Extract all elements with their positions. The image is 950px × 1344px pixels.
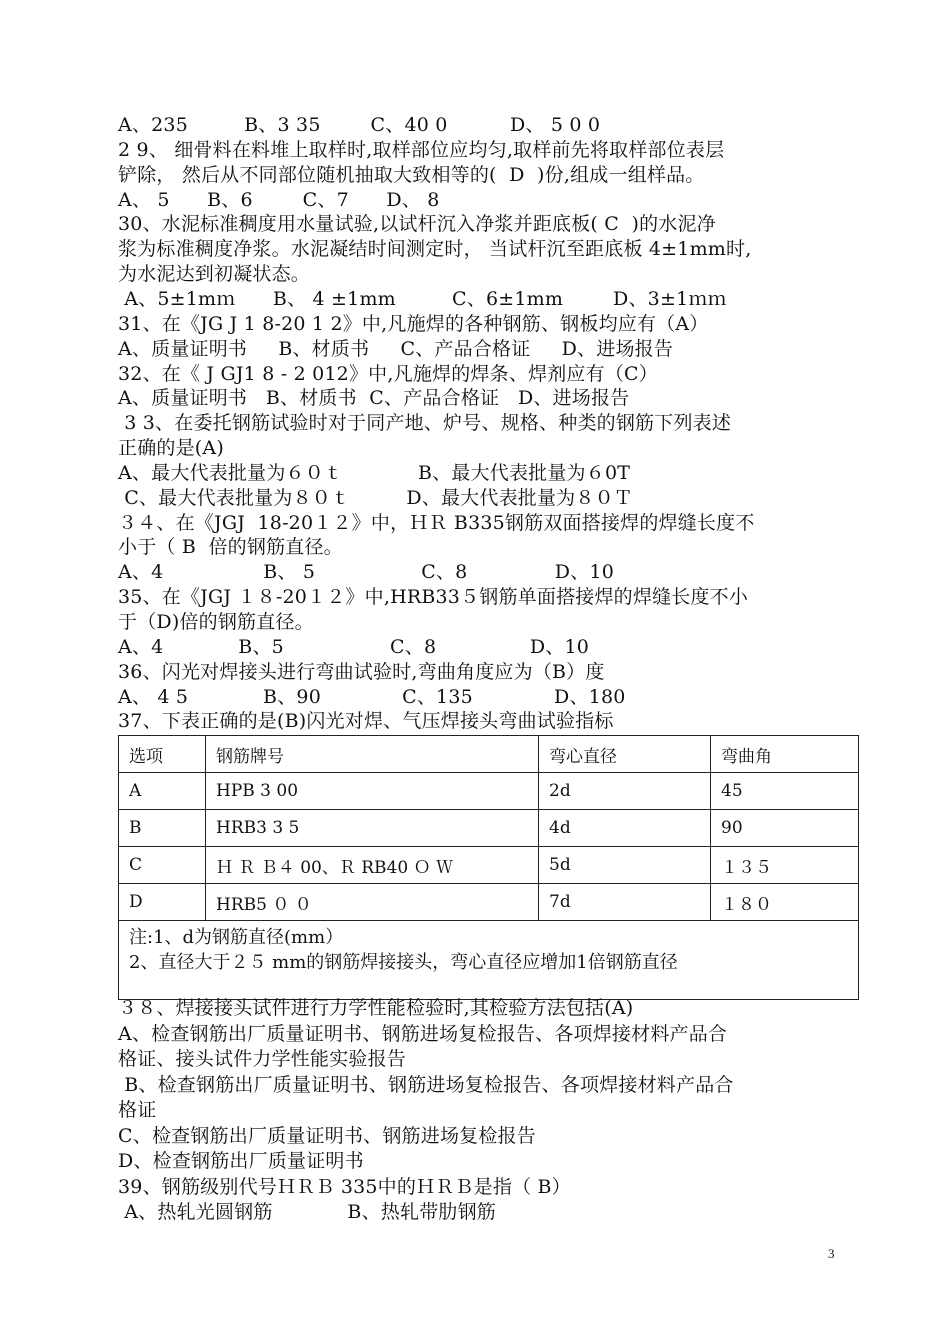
- bend-test-table: [118, 735, 859, 1000]
- text-line: ３８、焊接接头试件进行力学性能检验时,其检验方法包括(A): [118, 997, 634, 1019]
- text-line: A、235 B、3 35 C、40 0 D、 5 0 0: [118, 114, 601, 136]
- text-line: 37、下表正确的是(B)闪光对焊、气压焊接头弯曲试验指标: [118, 710, 614, 733]
- table-row: [119, 773, 859, 810]
- table-header-cell: 选项: [119, 736, 206, 773]
- table-header-row: [119, 736, 859, 773]
- text-line: 正确的是(A): [118, 437, 224, 460]
- table-note: [119, 921, 859, 1000]
- table-cell: A: [119, 773, 206, 810]
- table-cell: 90: [711, 810, 859, 847]
- text-line: C、检查钢筋出厂质量证明书、钢筋进场复检报告: [118, 1124, 536, 1147]
- text-line: A、质量证明书 B、材质书 C、产品合格证 D、进场报告: [118, 387, 630, 410]
- table-row: [119, 810, 859, 847]
- text-line: A、 5 B、6 C、7 D、 8: [118, 188, 440, 211]
- table-cell: D: [119, 884, 206, 921]
- table-cell: HRB5 ０ ０: [206, 884, 539, 921]
- text-line: C、最大代表批量为８０ｔ D、最大代表批量为８０Ｔ: [118, 486, 633, 509]
- text-line: A、热轧光圆钢筋 B、热轧带肋钢筋: [118, 1201, 496, 1223]
- table-cell: C: [119, 847, 206, 884]
- table-cell: 4d: [539, 810, 711, 847]
- table-note-line: 注:1、d为钢筋直径(mm）: [129, 927, 344, 948]
- table-cell: 45: [711, 773, 859, 810]
- text-line: 小于（ B 倍的钢筋直径。: [118, 536, 343, 559]
- text-line: 30、水泥标准稠度用水量试验,以试杆沉入净浆并距底板( C )的水泥净: [118, 213, 716, 236]
- table-header-cell: 弯曲角: [711, 736, 859, 773]
- table-header-cell: 钢筋牌号: [206, 736, 539, 773]
- text-line: 31、在《JG J 1 8-20 1 2》中,凡施焊的各种钢筋、钢板均应有（A）: [118, 312, 709, 335]
- text-line: 39、钢筋级别代号ＨＲＢ 335中的ＨＲＢ是指（ B）: [118, 1175, 571, 1198]
- text-line: 于（D)倍的钢筋直径。: [118, 611, 314, 633]
- table-cell: HRB3 3 5: [206, 810, 539, 847]
- text-line: 为水泥达到初凝状态。: [118, 263, 311, 286]
- text-line: 32、在《 J GJ1 8 - 2 012》中,凡施焊的焊条、焊剂应有（C）: [118, 362, 658, 385]
- text-line: A、质量证明书 B、材质书 C、产品合格证 D、进场报告: [118, 337, 674, 360]
- table-cell: １３５: [711, 847, 859, 884]
- text-line: 格证、接头试件力学性能实验报告: [118, 1048, 407, 1070]
- text-line: A、检查钢筋出厂质量证明书、钢筋进场复检报告、各项焊接材料产品合: [118, 1022, 728, 1045]
- table-cell: Ｈ Ｒ Ｂ４ 00、Ｒ RB40 Ｏ Ｗ: [206, 847, 539, 884]
- text-line: 3 3、在委托钢筋试验时对于同产地、炉号、规格、种类的钢筋下列表述: [118, 412, 732, 435]
- text-line: B、检查钢筋出厂质量证明书、钢筋进场复检报告、各项焊接材料产品合: [118, 1073, 734, 1096]
- table-note-row: [119, 921, 859, 1000]
- text-line: 铲除， 然后从不同部位随机抽取大致相等的( D )份,组成一组样品。: [118, 163, 705, 186]
- page-number: 3: [828, 1246, 835, 1261]
- text-line: 35、在《JGJ １８-20１２》中,HRB33５钢筋单面搭接焊的焊缝长度不小: [118, 586, 749, 609]
- table-header-cell: 弯心直径: [539, 736, 711, 773]
- text-line: 格证: [118, 1099, 157, 1121]
- table-cell: B: [119, 810, 206, 847]
- text-line: D、检查钢筋出厂质量证明书: [118, 1150, 364, 1172]
- table-cell: 2d: [539, 773, 711, 810]
- table-cell: １８０: [711, 884, 859, 921]
- text-line: A、最大代表批量为６０ｔ B、最大代表批量为６0T: [118, 461, 631, 484]
- table-row: [119, 847, 859, 884]
- text-line: 36、闪光对焊接头进行弯曲试验时,弯曲角度应为（B）度: [118, 660, 605, 683]
- table-cell: HPB 3 00: [206, 773, 539, 810]
- text-line: A、 4 5 B、90 C、135 D、180: [118, 685, 626, 708]
- table-note-line: 2、直径大于２５ mm的钢筋焊接接头，弯心直径应增加1倍钢筋直径: [129, 952, 678, 973]
- table-cell: 5d: [539, 847, 711, 884]
- text-line: A、5±1mｍ B、 4 ±1mm C、6±1mm D、3±1ｍｍ: [118, 287, 727, 310]
- text-line: 浆为标准稠度净浆。水泥凝结时间测定时， 当试杆沉至距底板 4±1mm时,: [118, 238, 752, 261]
- table-row: [119, 884, 859, 921]
- text-line: A、4 B、 5 C、8 D、10: [118, 561, 614, 584]
- text-line: A、4 B、5 C、8 D、10: [118, 635, 590, 658]
- text-line: 2 9、 细骨料在料堆上取样时,取样部位应均匀,取样前先将取样部位表层: [118, 138, 725, 161]
- table-cell: 7d: [539, 884, 711, 921]
- text-line: ３４、在《JGJ 18-20１２》中，ＨＲ B335钢筋双面搭接焊的焊缝长度不: [118, 511, 755, 534]
